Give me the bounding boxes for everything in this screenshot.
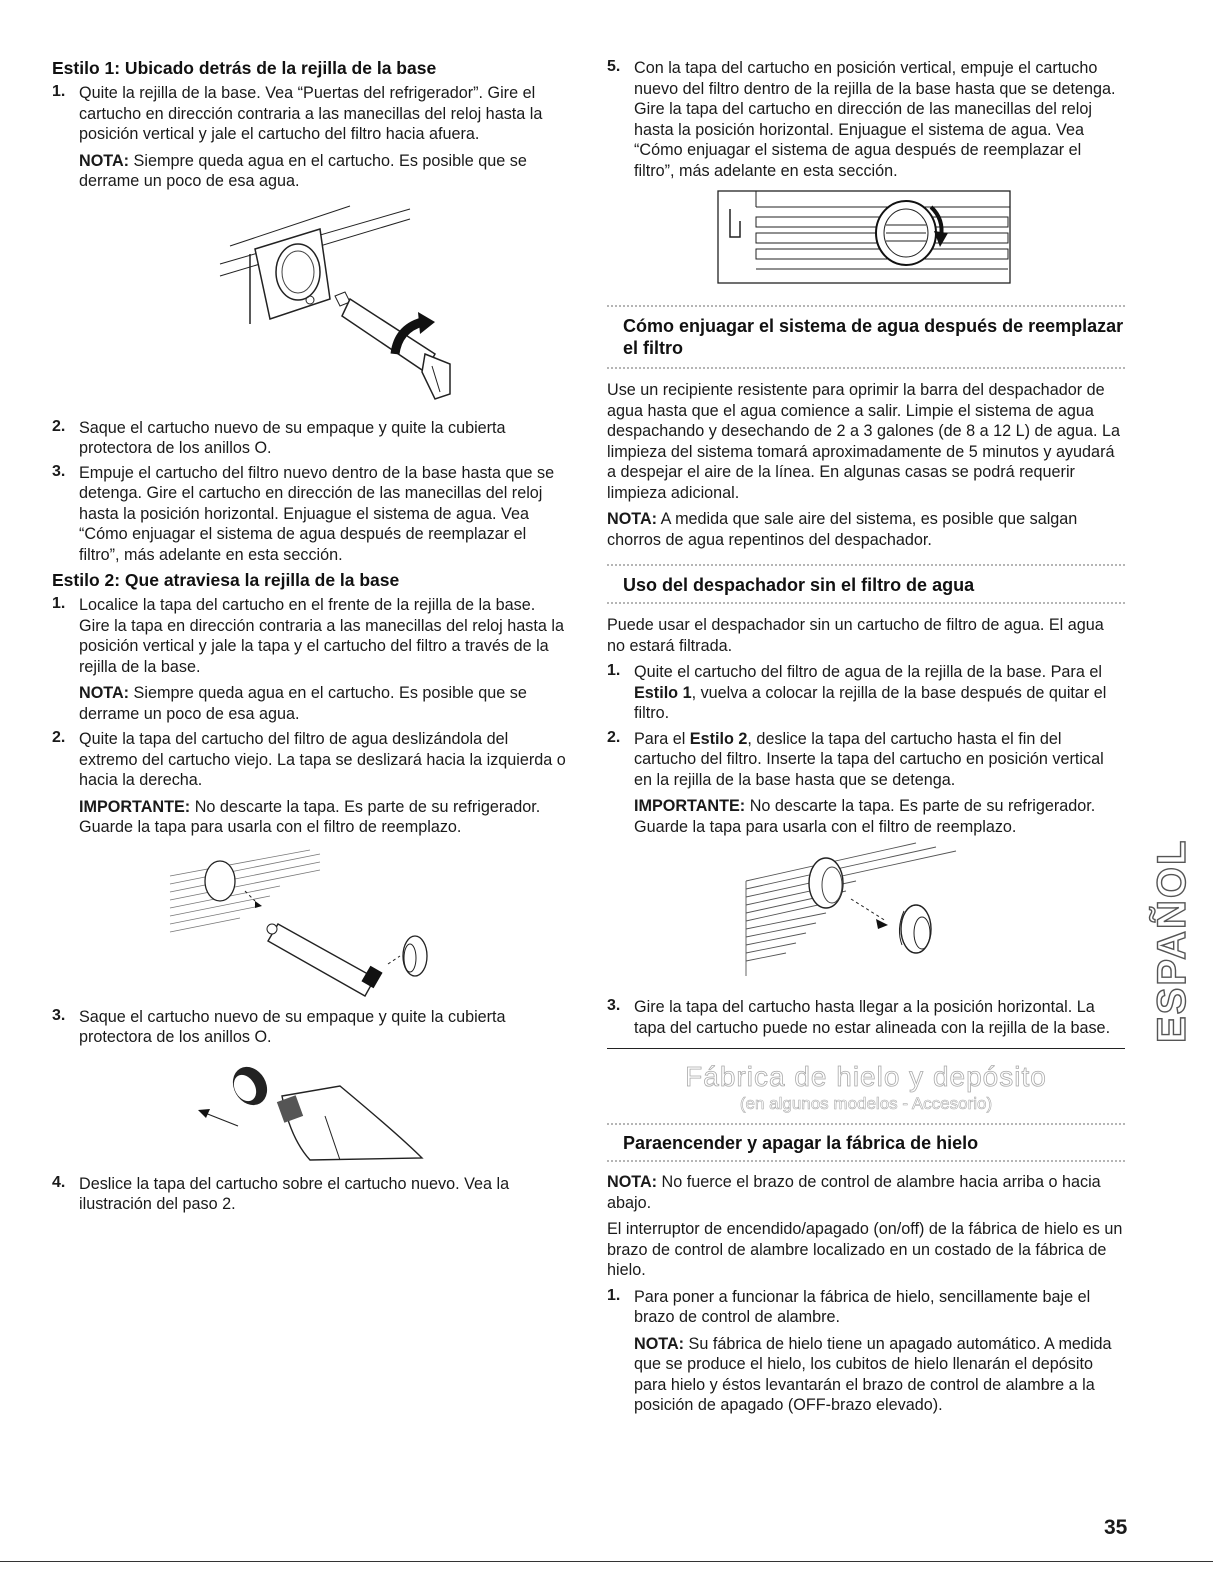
nofilter-step-2	[607, 729, 1125, 838]
step-number: 3.	[52, 462, 66, 480]
note-text: No fuerce el brazo de control de alambre hacia arriba o hacia abajo.	[607, 1173, 1101, 1212]
section-divider	[607, 1160, 1125, 1162]
grille-cap-insert-illustration	[736, 841, 996, 991]
style1-filter-illustration	[160, 204, 460, 414]
step-text: Con la tapa del cartucho en posición vertical, empuje el cartucho nuevo del filtro dentro de la rejilla de la base hasta que se detenga. Gire la tapa del cartucho en dirección de las manecillas del reloj hasta la posición horizontal. Enjuague el sistema de agua. Vea “Cómo enjuagar el sistema de agua después de reemplazar el filtro”, más adelante en esta sección.	[634, 59, 1116, 180]
icemaker-heading: Paraencender y apagar la fábrica de hielo	[623, 1133, 979, 1153]
step-text: Gire la tapa del cartucho hasta llegar a la posición horizontal. La tapa del cartucho puede no estar alineada con la rejilla de la base.	[634, 998, 1111, 1037]
important-note	[634, 796, 1125, 837]
flush-paragraph: Use un recipiente resistente para oprimir la barra del despachador de agua hasta que el agua comience a salir. Limpie el sistema de agua despachando y desechando de 2 a 3 galones (de 8 a 12 L) de agua. La limpieza del sistema tomará aproximadamente de 5 minutos y ayudará a despejar el aire de la línea. En algunas casas se podrá requerir limpieza adicional.	[607, 381, 1121, 502]
nofilter-step-3	[607, 997, 1125, 1038]
step-text-bold: Estilo 2	[689, 729, 748, 748]
nofilter-step-1	[607, 662, 1125, 724]
nofilter-heading: Uso del despachador sin el filtro de agua	[623, 575, 975, 595]
style2-heading: Estilo 2: Que atraviesa la rejilla de la base	[52, 570, 400, 590]
step-text: Quite la rejilla de la base. Vea “Puertas del refrigerador”. Gire el cartucho en dirección contraria a las manecillas del reloj hasta la posición vertical y jale el cartucho del filtro hacia afuera.	[79, 84, 543, 143]
o-ring-cover-illustration	[190, 1056, 430, 1168]
flush-note	[607, 509, 1125, 550]
step-number: 2.	[52, 729, 66, 746]
step-text-bold: Estilo 1	[634, 683, 692, 702]
flush-heading: Cómo enjuagar el sistema de agua después de reemplazar el filtro	[623, 316, 1124, 358]
step-text: Saque el cartucho nuevo de su empaque y quite la cubierta protectora de los anillos O.	[79, 1007, 506, 1046]
style1-heading: Estilo 1: Ubicado detrás de la rejilla de la base	[52, 58, 437, 78]
step-text: Para poner a funcionar la fábrica de hielo, sencillamente baje el brazo de control de alambre.	[634, 1287, 1091, 1326]
style2-step-1	[52, 595, 567, 724]
important-text: No descarte la tapa. Es parte de su refrigerador. Guarde la tapa para usarla con el filtro de reemplazo.	[79, 797, 541, 836]
step-text	[634, 662, 1125, 724]
step-text-pre: Quite el cartucho del filtro de agua de la rejilla de la base. Para el	[634, 663, 1102, 681]
step-text-post: , deslice la tapa del cartucho hasta el fin del cartucho del filtro. Inserte la tapa del cartucho en posición vertical en la rejilla de la base hasta que se detenga.	[634, 729, 1104, 789]
step-text-pre: Para el	[634, 729, 690, 748]
step-number: 3.	[607, 997, 621, 1014]
note-label: NOTA:	[607, 510, 658, 528]
step-text: Quite la tapa del cartucho del filtro de agua deslizándola del extremo del cartucho viejo. La tapa se deslizará hacia la izquierda o hacia la derecha.	[79, 730, 566, 789]
note-label: NOTA:	[607, 1173, 658, 1191]
step-number: 2.	[52, 417, 66, 435]
icemaker-section-subtitle: (en algunos modelos - Accesorio)	[739, 1094, 993, 1113]
icemaker-step-1	[607, 1287, 1125, 1416]
step-text: Saque el cartucho nuevo de su empaque y quite la cubierta protectora de los anillos O.	[79, 418, 506, 457]
step-text: Deslice la tapa del cartucho sobre el cartucho nuevo. Vea la ilustración del paso 2.	[79, 1174, 510, 1213]
important-label: IMPORTANTE:	[79, 797, 191, 816]
style1-step-1	[52, 83, 567, 192]
base-grille-cap-illustration	[716, 189, 1016, 289]
step-text	[634, 729, 1125, 791]
style1-step-2	[52, 418, 567, 459]
style2-step-2	[52, 729, 567, 838]
note-label: NOTA:	[79, 151, 130, 170]
language-side-tab: ESPAÑOL	[1150, 838, 1194, 1044]
note	[634, 1334, 1125, 1416]
section-rule	[607, 1048, 1125, 1049]
note	[79, 151, 567, 192]
important-text: No descarte la tapa. Es parte de su refrigerador. Guarde la tapa para usarla con el filtro de reemplazo.	[634, 797, 1096, 836]
section-divider	[607, 602, 1125, 604]
page-number: 35	[1104, 1516, 1128, 1539]
step-number: 1.	[52, 83, 66, 100]
note-text: A medida que sale aire del sistema, es posible que salgan chorros de agua repentinos del despachador.	[607, 510, 1078, 549]
section-divider	[607, 367, 1125, 369]
style2-cap-illustration	[160, 846, 460, 1001]
step-number: 3.	[52, 1006, 66, 1024]
step-text: Localice la tapa del cartucho en el frente de la rejilla de la base. Gire la tapa en dirección contraria a las manecillas del reloj hasta la posición vertical y jale la tapa y el cartucho del filtro a través de la rejilla de la base.	[79, 596, 564, 676]
icemaker-section-title: Fábrica de hielo y depósito	[685, 1061, 1047, 1092]
step-number: 5.	[607, 58, 621, 75]
style2-step-3	[52, 1007, 567, 1048]
note-text: Siempre queda agua en el cartucho. Es posible que se derrame un poco de esa agua.	[79, 684, 527, 723]
important-label: IMPORTANTE:	[634, 797, 746, 815]
note-label: NOTA:	[79, 684, 130, 702]
style2-step-5	[607, 58, 1125, 181]
style2-step-4	[52, 1174, 567, 1215]
note	[79, 683, 567, 724]
step-number: 1.	[607, 662, 621, 679]
step-number: 2.	[607, 728, 621, 746]
style1-step-3	[52, 463, 567, 566]
section-divider	[607, 305, 1125, 307]
step-text: Empuje el cartucho del filtro nuevo dentro de la base hasta que se detenga. Gire el cartucho en dirección de las manecillas del reloj hasta la posición horizontal. Enjuague el sistema de agua. Vea “Cómo enjuagar el sistema de agua después de reemplazar el filtro”, más adelante en esta sección.	[79, 463, 555, 564]
note-text: Siempre queda agua en el cartucho. Es posible que se derrame un poco de esa agua.	[79, 151, 527, 190]
step-number: 4.	[52, 1173, 66, 1191]
right-column	[607, 58, 1125, 1416]
section-divider	[607, 564, 1125, 566]
step-number: 1.	[52, 595, 66, 612]
step-number: 1.	[607, 1286, 621, 1304]
icemaker-note-1	[607, 1172, 1125, 1213]
important-note	[79, 797, 567, 838]
step-text-post: , vuelva a colocar la rejilla de la base después de quitar el filtro.	[634, 683, 1107, 722]
section-divider	[607, 1123, 1125, 1125]
note-label: NOTA:	[634, 1334, 685, 1353]
left-column	[52, 58, 567, 1215]
nofilter-paragraph: Puede usar el despachador sin un cartucho de filtro de agua. El agua no estará filtrada.	[607, 616, 1104, 655]
icemaker-paragraph: El interruptor de encendido/apagado (on/off) de la fábrica de hielo es un brazo de control de alambre localizado en un costado de la fábrica de hielo.	[607, 1220, 1123, 1279]
note-text: Su fábrica de hielo tiene un apagado automático. A medida que se produce el hielo, los cubitos de hielo llenarán el depósito para hielo y éstos levantarán el brazo de control de alambre a la posición de apagado (OFF-brazo elevado).	[634, 1334, 1112, 1414]
bottom-rule	[0, 1561, 1213, 1562]
